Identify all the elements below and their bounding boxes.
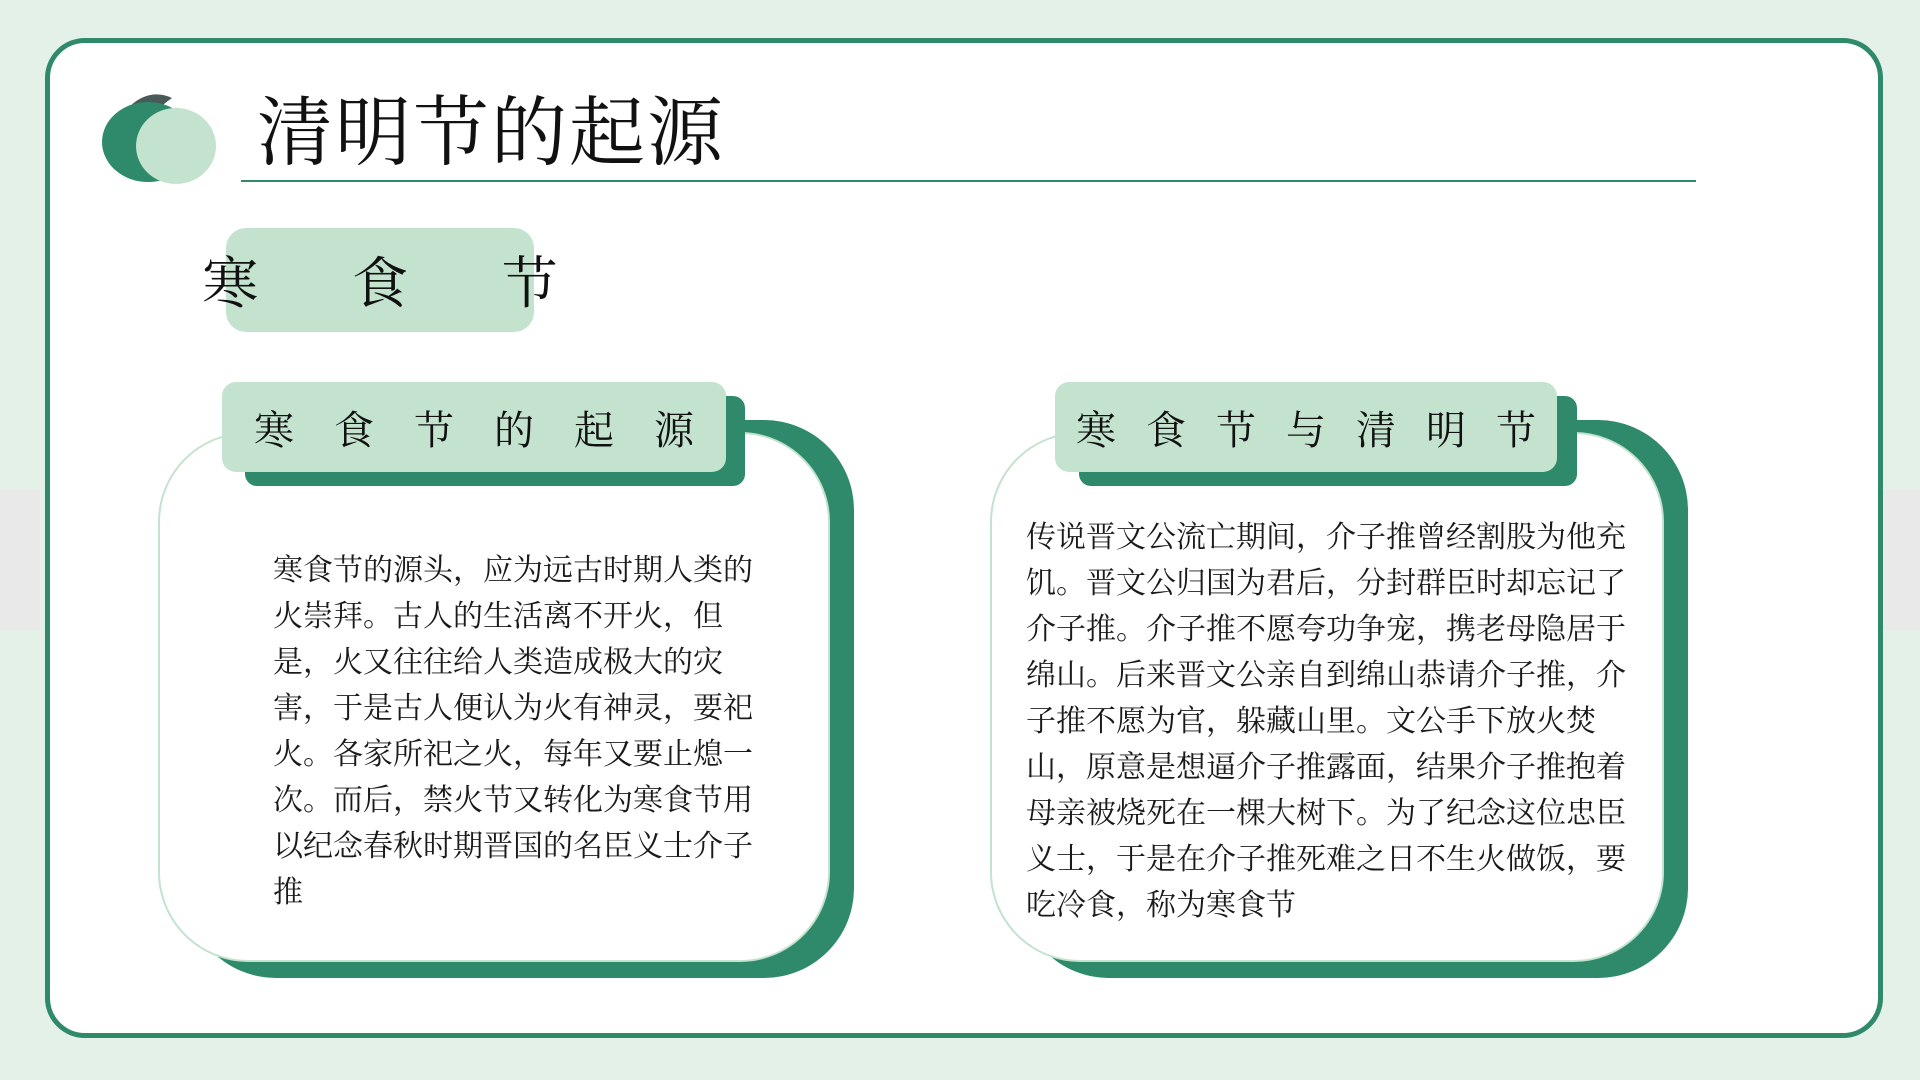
right-edge-shade xyxy=(1880,490,1920,630)
section-label: 寒 食 节 xyxy=(202,252,596,317)
left-card-heading: 寒食节的起源 xyxy=(254,407,734,454)
left-card-body-text: 寒食节的源头，应为远古时期人类的火崇拜。古人的生活离不开火，但是，火又往往给人类造成极大的灾害，于是古人便认为火有神灵，要祀火。各家所祀之火，每年又要止熄一次。而后，禁火节又转化为寒食节用以纪念春秋时期晋国的名臣义士介子推 xyxy=(273,553,753,910)
right-card-tab xyxy=(1055,382,1566,472)
left-edge-shade xyxy=(0,490,40,630)
title-underline xyxy=(241,180,1696,182)
section-label-pill xyxy=(202,228,596,332)
leaf-logo-icon xyxy=(100,84,218,186)
page-title: 清明节的起源 xyxy=(257,88,725,177)
right-card-body-text: 传说晋文公流亡期间，介子推曾经割股为他充饥。晋文公归国为君后，分封群臣时却忘记了介子推。介子推不愿夸功争宠，携老母隐居于绵山。后来晋文公亲自到绵山恭请介子推，介子推不愿为官，躲藏山里。文公手下放火焚山，原意是想逼介子推露面，结果介子推抱着母亲被烧死在一棵大树下。为了纪念这位忠臣义士，于是在介子推死难之日不生火做饭，要吃冷食，称为寒食节 xyxy=(1026,520,1626,923)
left-card-tab xyxy=(222,382,734,472)
right-card-heading: 寒食节与清明节 xyxy=(1076,407,1566,454)
